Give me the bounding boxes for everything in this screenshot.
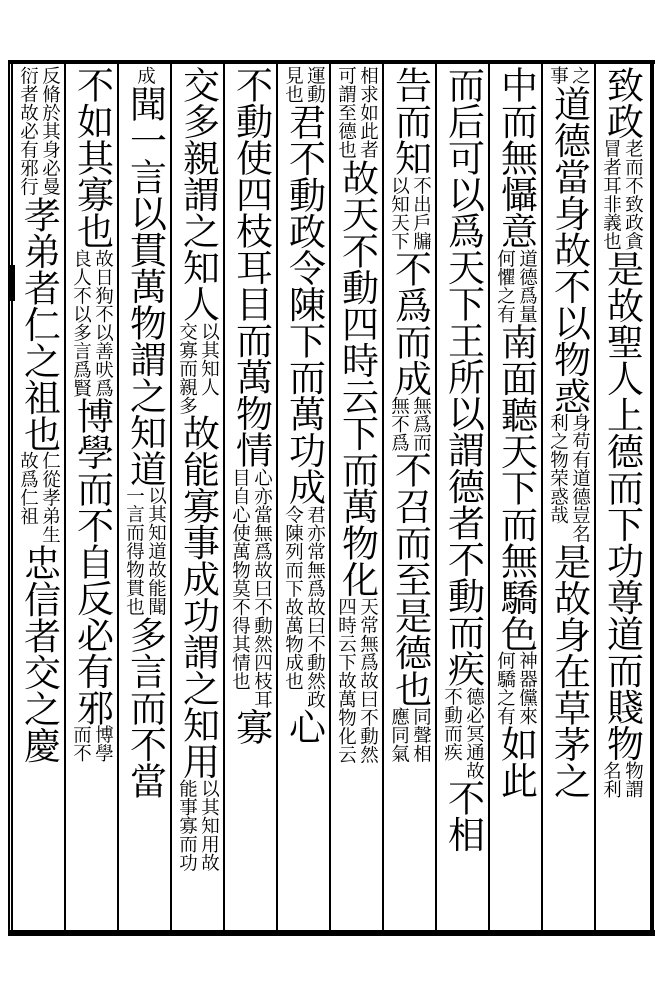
annotation-line: 何懼之有: [494, 248, 516, 323]
text-column: [68, 66, 116, 928]
main-text: 道德當身故不以物惑: [547, 84, 591, 413]
main-text: 致政: [600, 66, 644, 139]
annotation-line: 而不: [70, 725, 92, 762]
annotation-line: 利之物荣惑哉: [547, 413, 569, 524]
column-rule: [382, 64, 384, 930]
annotation-line: 名利: [600, 761, 622, 798]
column-rule: [117, 64, 119, 930]
main-text: 故天不動四時云下而萬物化: [335, 158, 379, 597]
annotation-line: 無爲而: [410, 395, 432, 451]
annotation: [494, 651, 538, 725]
annotation-line: 目自心使萬物莫不得其情也: [229, 467, 251, 690]
main-text: 不召而至是德也: [388, 451, 432, 707]
annotation-line: 神器儻來: [516, 651, 538, 725]
main-text: 南面聽天下而無驕色: [494, 322, 538, 651]
main-text: 忠信者交之慶: [17, 543, 61, 763]
annotation: [547, 413, 591, 543]
annotation-line: 應同氣: [388, 706, 410, 762]
text-column: [598, 66, 646, 928]
annotation-line: 運動: [304, 66, 326, 103]
column-rule: [223, 64, 225, 930]
annotation-line: 見也: [282, 66, 304, 103]
annotation-line: 衍者故必有邪行: [17, 66, 39, 196]
annotation: [70, 249, 114, 397]
column-rule: [276, 64, 278, 930]
annotation-line: 以其知用故: [198, 779, 220, 872]
annotation-line: 交寡而親多: [176, 321, 198, 414]
text-column: [280, 66, 328, 928]
text-column: [439, 66, 487, 928]
text-column: [15, 66, 63, 928]
annotation: [17, 451, 61, 544]
column-rule: [488, 64, 490, 930]
annotation: [547, 66, 591, 85]
annotation: [388, 707, 432, 763]
annotation-line: 四時云下故萬物化云: [335, 596, 357, 763]
annotation: [494, 249, 538, 323]
column-rule: [64, 64, 66, 930]
annotation-line: 德必冥通故: [463, 686, 485, 779]
main-text: 不爲而成: [388, 249, 432, 396]
annotation: [388, 176, 432, 250]
column-rule: [541, 64, 543, 930]
annotation-line: 何驕之有: [494, 651, 516, 725]
annotation-line: 故爲仁祖: [17, 451, 39, 525]
annotation-line: 事: [547, 66, 569, 85]
annotation-line: 令陳列而下故萬物成也: [282, 504, 304, 690]
annotation-line: 以其知人: [198, 321, 220, 396]
right-border: [650, 60, 654, 936]
annotation-line: 博學: [92, 725, 114, 762]
annotation-line: 身苟有道德豈名: [569, 413, 591, 543]
top-border: [8, 60, 655, 64]
column-rule: [594, 64, 596, 930]
annotation-line: 相求如此者: [357, 66, 379, 159]
annotation-line: 天常無爲故曰不動然: [357, 596, 379, 763]
main-text: 多言而不當: [123, 615, 167, 798]
annotation-line: 能事寡而功: [176, 779, 198, 872]
main-text: 而后可以爲天下王所以謂德者不動而疾: [441, 66, 485, 687]
main-text: 告而知: [388, 66, 432, 176]
main-text: 聞一言以貫萬物謂之知道: [123, 84, 167, 486]
main-text: 不如其寡也: [70, 66, 114, 249]
main-text: 不相: [441, 779, 485, 852]
annotation-line: 一言而得物貫也: [123, 486, 145, 616]
annotation: [17, 66, 61, 196]
main-text: 博學而不自反必有邪: [70, 396, 114, 725]
annotation-line: 老而不致政貪: [622, 139, 644, 250]
text-column: [174, 66, 222, 928]
annotation-line: 不動而疾: [441, 686, 463, 761]
annotation: [282, 505, 326, 709]
annotation: [123, 486, 167, 616]
text-column: [545, 66, 593, 928]
annotation-line: 心亦當無爲故曰不動然四枝耳: [251, 467, 273, 708]
annotation-line: 故日狗不以善吠爲: [92, 248, 114, 397]
annotation: [70, 725, 114, 762]
annotation-line: 以知天下: [388, 175, 410, 250]
annotation: [134, 66, 156, 85]
annotation-line: 物謂: [622, 761, 644, 798]
annotation: [600, 139, 644, 250]
annotation-line: 不出戶牖: [410, 175, 432, 250]
main-text: 君不動政令陳下而萬功成: [282, 103, 326, 505]
text-column: [386, 66, 434, 928]
annotation: [176, 779, 220, 872]
annotation: [229, 468, 273, 709]
annotation-line: 無不爲: [388, 395, 410, 451]
main-text: 是故聖人上德而下功尊道而賤物: [600, 250, 644, 761]
annotation-line: 良人不以多言爲賢: [70, 248, 92, 397]
main-text: 如此: [494, 725, 538, 798]
main-text: 孝弟者仁之祖也: [17, 195, 61, 451]
text-column: [121, 66, 169, 928]
annotation-line: 同聲相: [410, 706, 432, 762]
annotation-line: 反脩於其身必曼: [39, 66, 61, 196]
annotation: [282, 66, 326, 103]
annotation: [388, 396, 432, 452]
text-column: [333, 66, 381, 928]
annotation-line: 道德爲量: [516, 248, 538, 323]
main-text: 寡: [229, 708, 273, 745]
left-border: [8, 60, 10, 936]
annotation: [335, 597, 379, 764]
column-rule: [329, 64, 331, 930]
bottom-border: [8, 930, 655, 936]
text-column: [492, 66, 540, 928]
annotation-line: 以其知道故能聞: [145, 486, 167, 616]
annotation-line: 可謂至德也: [335, 66, 357, 159]
annotation: [441, 687, 485, 780]
main-text: 故能寡事成功謂之知用: [176, 414, 220, 779]
main-text: 是故身在草茅之: [547, 542, 591, 798]
column-rule: [11, 64, 13, 930]
annotation: [176, 322, 220, 415]
column-rule: [435, 64, 437, 930]
annotation-line: 仁從孝弟生: [39, 451, 61, 544]
annotation-line: 冒者耳非義也: [600, 139, 622, 250]
main-text: 交多親謂之知人: [176, 66, 220, 322]
annotation-line: 成: [134, 66, 156, 85]
main-text: 心: [282, 708, 326, 745]
main-text: 不動使四枝耳目而萬物情: [229, 66, 273, 468]
annotation: [600, 761, 644, 798]
annotation: [335, 66, 379, 159]
column-rule: [170, 64, 172, 930]
annotation-line: 之: [569, 66, 591, 85]
main-text: 中而無懾意: [494, 66, 538, 249]
text-column: [227, 66, 275, 928]
annotation-line: 君亦常無爲故曰不動然政: [304, 504, 326, 708]
